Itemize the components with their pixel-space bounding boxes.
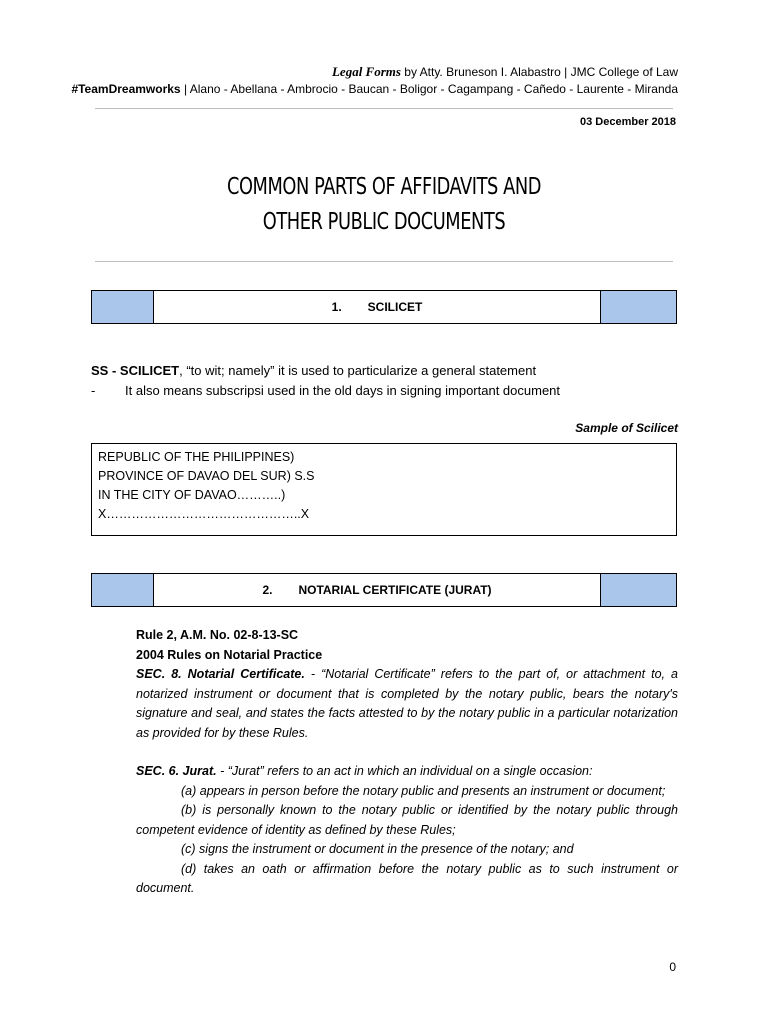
jurat-item: (d) takes an oath or affirmation before the notary public as to such instrument or document. (136, 861, 678, 895)
header-team-line (71, 82, 678, 96)
bar-left-cell (92, 291, 154, 323)
section-2-heading: NOTARIAL CERTIFICATE (JURAT) (298, 583, 492, 597)
scilicet-definition (91, 361, 536, 381)
jurat-item: (b) is personally known to the notary public or identified by the notary public through competent evidence of identity as defined by these Rules; (136, 803, 678, 837)
byline: by Atty. Bruneson I. Alabastro | JMC College of Law (400, 65, 678, 79)
bullet-text: It also means subscripsi used in the old days in signing important document (125, 383, 561, 398)
jurat-item: (c) signs the instrument or document in the presence of the notary; and (181, 842, 574, 856)
sec6-paragraph (136, 762, 678, 782)
team-hashtag: #TeamDreamworks (71, 82, 181, 96)
rule-reference: Rule 2, A.M. No. 02-8-13-SC (136, 628, 299, 642)
title-line-1: COMMON PARTS OF AFFIDAVITS AND (226, 174, 542, 200)
section-1-heading: SCILICET (367, 300, 423, 314)
bullet-dash: - (91, 383, 96, 398)
sec8-text: - “Notarial Certificate” refers to the part of, or attachment to, a notarized instrument or document that is completed by the notary public, bears the notary's signature and seal, and states the facts attested to by the notary public in a particular notarization as provided for by these Rules. (136, 667, 679, 740)
sample-line: REPUBLIC OF THE PHILIPPINES) (98, 450, 295, 464)
header-credit-line (332, 64, 678, 80)
bar-left-cell (92, 574, 154, 606)
team-members: | Alano - Abellana - Ambrocio - Baucan - Boligor - Cagampang - Cañedo - Laurente - Miranda (180, 82, 678, 96)
bar-right-cell (600, 291, 676, 323)
title-divider (95, 261, 673, 262)
jurat-item: (a) appears in person before the notary public and presents an instrument or document; (181, 783, 666, 798)
section-2-heading-bar (91, 573, 677, 607)
section-2-number: 2. (262, 583, 273, 597)
bar-right-cell (600, 574, 676, 606)
scilicet-definition-text: , “to wit; namely” it is used to particularize a general statement (179, 363, 537, 378)
scilicet-bullet (91, 381, 561, 401)
sec8-paragraph (136, 665, 678, 743)
scilicet-term: SS - SCILICET (91, 363, 180, 378)
legal-forms-label: Legal Forms (331, 64, 401, 79)
sec6-heading: SEC. 6. Jurat. (136, 764, 217, 778)
notarial-rules-text (136, 626, 678, 899)
document-date: 03 December 2018 (579, 116, 676, 128)
header-divider (95, 108, 673, 109)
sec8-heading: SEC. 8. Notarial Certificate. (136, 667, 305, 681)
sec6-text: - “Jurat” refers to an act in which an individual on a single occasion: (216, 764, 593, 778)
section-1-heading-bar (91, 290, 677, 324)
page-title (54, 170, 714, 240)
rules-title: 2004 Rules on Notarial Practice (136, 647, 323, 662)
sample-label: Sample of Scilicet (575, 421, 678, 435)
page-number: 0 (669, 960, 676, 974)
scilicet-sample-box (91, 443, 677, 536)
section-1-number: 1. (331, 300, 342, 314)
sample-line: X………………………………………..X (98, 507, 310, 521)
sample-line: IN THE CITY OF DAVAO………..) (98, 488, 286, 502)
sample-line: PROVINCE OF DAVAO DEL SUR) S.S (98, 469, 315, 483)
title-line-2: OTHER PUBLIC DOCUMENTS (262, 209, 506, 235)
